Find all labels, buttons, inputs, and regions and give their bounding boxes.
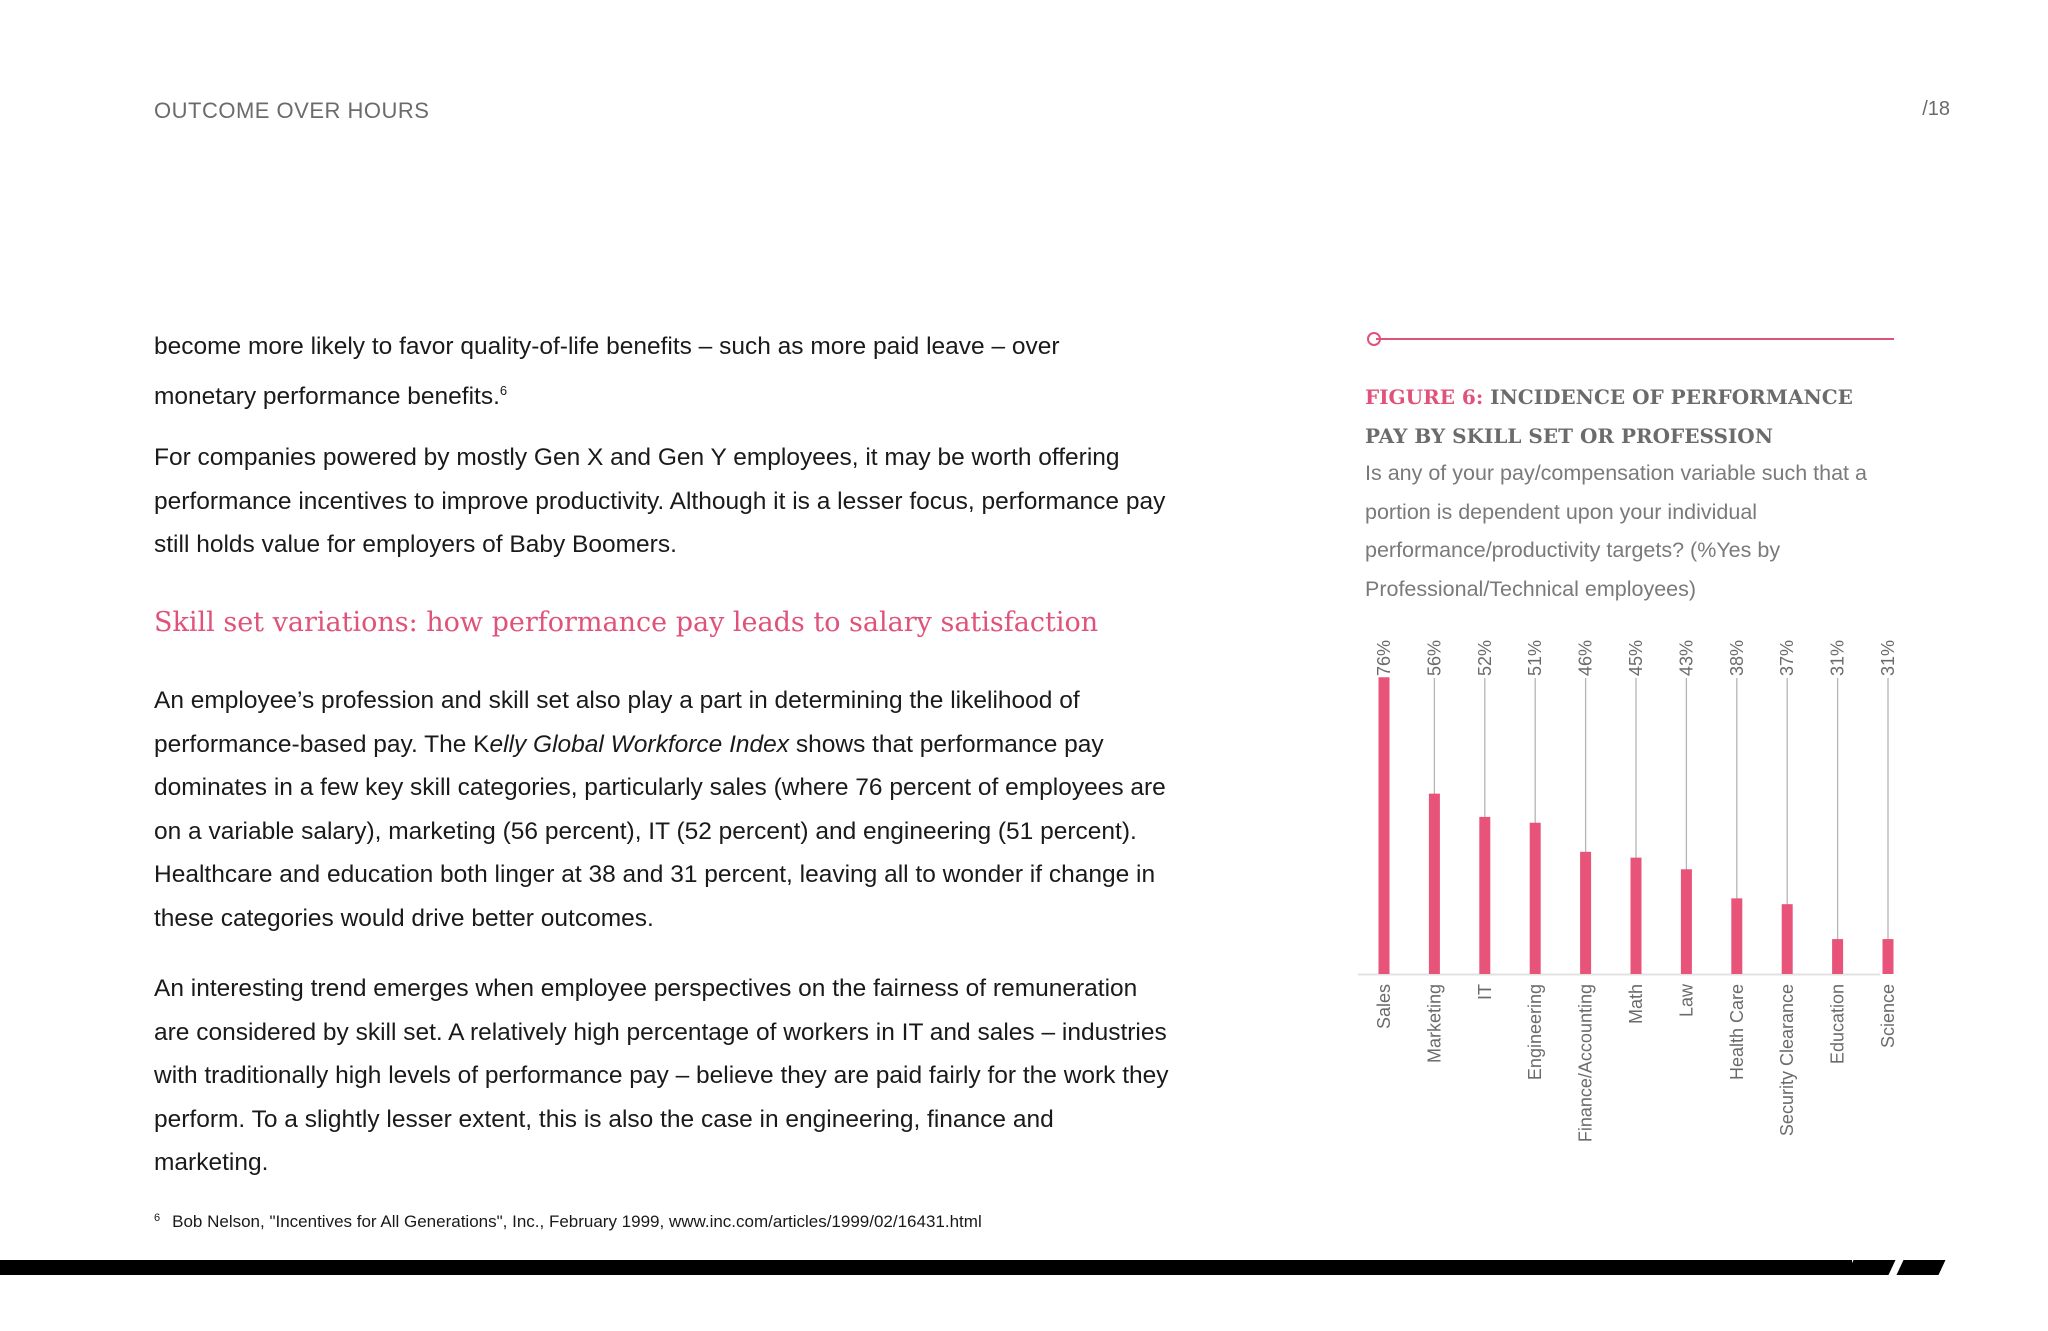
bar xyxy=(1883,939,1894,974)
category-label: Marketing xyxy=(1424,984,1445,1064)
bar xyxy=(1782,904,1793,974)
bar xyxy=(1479,817,1490,974)
footnote-ref[interactable]: 6 xyxy=(499,382,508,398)
category-label: Math xyxy=(1626,984,1646,1025)
bottom-rule xyxy=(0,1260,1852,1275)
data-label: 52% xyxy=(1474,639,1495,676)
bar xyxy=(1681,869,1692,974)
body-paragraph-3 xyxy=(154,679,1174,940)
data-label: 43% xyxy=(1676,639,1697,676)
data-label: 37% xyxy=(1777,639,1798,676)
body-paragraph-1 xyxy=(154,325,1174,418)
para3-text-a: An employee’s profession and skill set also play a part in determining the likelihood of performance-based pay. The K xyxy=(154,687,1080,758)
category-label: Engineering xyxy=(1525,984,1546,1081)
bottom-slash-decoration xyxy=(1847,1260,1896,1275)
bottom-slash-decoration xyxy=(1897,1260,1946,1275)
footnote-text: Bob Nelson, "Incentives for All Generations", Inc., February 1999, www.inc.com/articles/1999/02/16431.html xyxy=(172,1212,982,1231)
footnote xyxy=(154,1212,982,1232)
category-label: Health Care xyxy=(1726,984,1747,1081)
data-label: 38% xyxy=(1726,639,1747,676)
performance-pay-bar-chart xyxy=(1350,620,1910,1160)
data-label: 31% xyxy=(1878,639,1898,676)
footnote-number: 6 xyxy=(154,1212,161,1224)
data-label: 45% xyxy=(1626,639,1646,676)
category-label: Security Clearance xyxy=(1777,984,1798,1137)
data-label: 56% xyxy=(1424,639,1445,676)
header-title: OUTCOME OVER HOURS xyxy=(154,98,430,123)
bar xyxy=(1731,898,1742,974)
body-paragraph-2: For companies powered by mostly Gen X and Gen Y employees, it may be worth offering performance incentives to improve productivity. Although it is a lesser focus, performance pay still holds value for employers of Baby Boomers. xyxy=(154,444,1166,558)
figure-title-text: INCIDENCE OF PERFORMANCE PAY BY SKILL SET OR PROFESSION xyxy=(1365,385,1853,448)
bar xyxy=(1832,939,1843,974)
data-label: 76% xyxy=(1374,639,1394,676)
category-label: Sales xyxy=(1374,984,1394,1030)
figure-accent-line xyxy=(1376,338,1894,340)
category-label: Law xyxy=(1676,984,1697,1018)
data-label: 46% xyxy=(1575,639,1596,676)
category-label: Finance/Accounting xyxy=(1575,984,1596,1143)
bar xyxy=(1580,852,1591,974)
category-label: Education xyxy=(1827,984,1848,1065)
bar xyxy=(1631,858,1642,974)
category-label: IT xyxy=(1474,984,1495,1000)
figure-label: FIGURE 6: xyxy=(1365,385,1484,409)
figure-description: Is any of your pay/compensation variable such that a portion is dependent upon your individual performance/productivity targets? (%Yes by Professional/Technical employees) xyxy=(1365,461,1867,601)
para3-italic-title: elly Global Workforce Index xyxy=(489,730,790,758)
bar xyxy=(1530,823,1541,974)
figure-title xyxy=(1365,378,1895,456)
page-number: /18 xyxy=(1922,98,1950,120)
body-paragraph-4: An interesting trend emerges when employee perspectives on the fairness of remuneration are considered by skill set. A relatively high percentage of workers in IT and sales – industries with traditionally high levels of performance pay – believe they are paid fairly for the work they perform. To a slightly lesser extent, this is also the case in engineering, finance and marketing. xyxy=(154,975,1169,1176)
section-heading: Skill set variations: how performance pay leads to salary satisfaction xyxy=(154,607,1099,638)
para1-line1: become more likely to favor quality-of-life benefits – such as more paid leave – over xyxy=(154,333,1060,360)
bar xyxy=(1429,794,1440,974)
data-label: 31% xyxy=(1827,639,1848,676)
bar xyxy=(1379,677,1390,974)
para3-text-b: shows that performance pay dominates in a few key skill categories, particularly sales (where 76 percent of employees are on a variable salary), marketing (56 percent), IT (52 percent) and engineering (51 percent). Healthcare and education both linger at 38 and 31 percent, leaving all to wonder if change in these categories would drive better outcomes. xyxy=(154,730,1166,932)
para1-line2: monetary performance benefits. xyxy=(154,382,500,410)
data-label: 51% xyxy=(1525,639,1546,676)
category-label: Science xyxy=(1878,984,1898,1049)
